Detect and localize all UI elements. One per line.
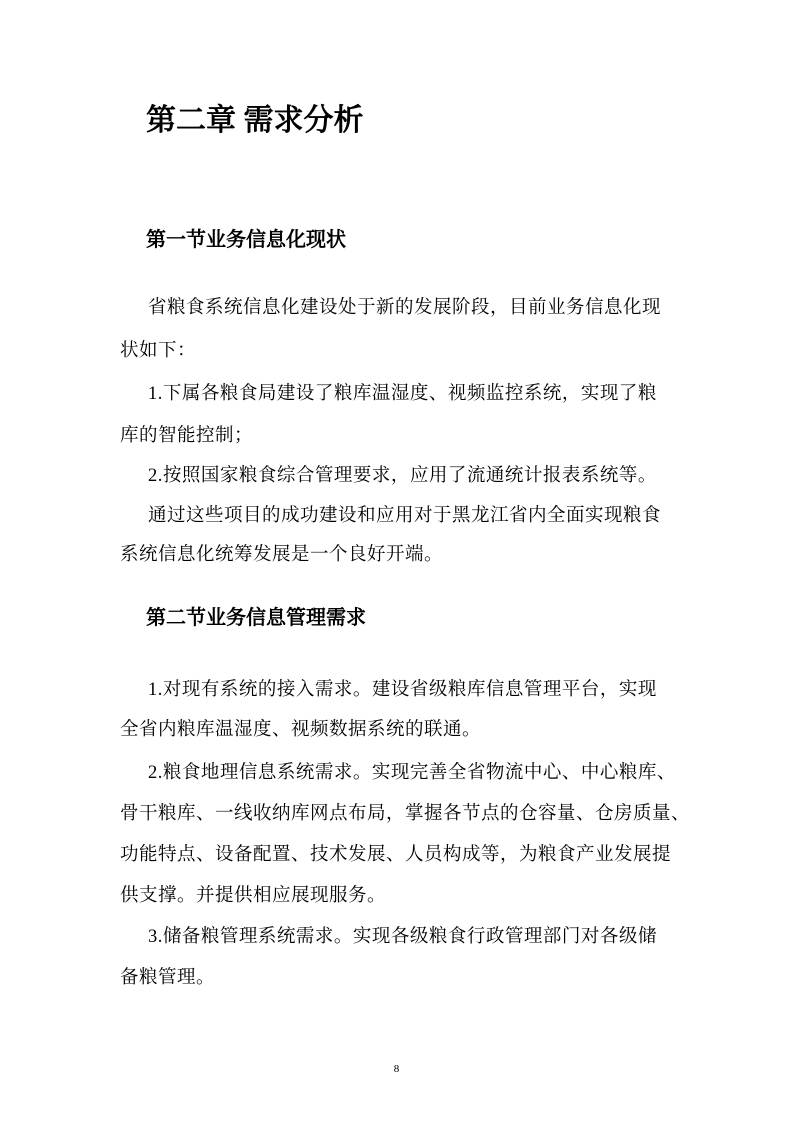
paragraph-line: 系统信息化统筹发展是一个良好开端。	[120, 545, 444, 565]
paragraph-line: 通过这些项目的成功建设和应用对于黑龙江省内全面实现粮食	[148, 506, 662, 526]
paragraph-line: 备粮管理。	[120, 968, 216, 988]
paragraph-line: 骨干粮库、一线收纳库网点布局，掌握各节点的仓容量、仓房质量、	[120, 804, 691, 824]
paragraph-line: 功能特点、设备配置、技术发展、人员构成等，为粮食产业发展提	[120, 845, 672, 865]
paragraph-line: 3.储备粮管理系统需求。实现各级粮食行政管理部门对各级储	[148, 927, 657, 947]
page-number: 8	[393, 1063, 400, 1075]
paragraph-line: 库的智能控制；	[120, 426, 254, 446]
paragraph-line: 省粮食系统信息化建设处于新的发展阶段，目前业务信息化现	[148, 298, 662, 318]
paragraph-line: 供支撑。并提供相应展现服务。	[120, 886, 387, 906]
paragraph-line: 1.对现有系统的接入需求。建设省级粮库信息管理平台，实现	[148, 680, 657, 700]
paragraph-line: 2.按照国家粮食综合管理要求，应用了流通统计报表系统等。	[148, 466, 657, 486]
section-title: 第二节业务信息管理需求	[146, 607, 366, 629]
section-title: 第一节业务信息化现状	[146, 229, 346, 251]
paragraph-line: 2.粮食地理信息系统需求。实现完善全省物流中心、中心粮库、	[148, 763, 676, 783]
paragraph-line: 1.下属各粮食局建设了粮库温湿度、视频监控系统，实现了粮	[148, 384, 657, 404]
chapter-title: 第二章 需求分析	[146, 104, 364, 137]
paragraph-line: 全省内粮库温湿度、视频数据系统的联通。	[120, 720, 482, 740]
paragraph-line: 状如下：	[120, 341, 197, 361]
